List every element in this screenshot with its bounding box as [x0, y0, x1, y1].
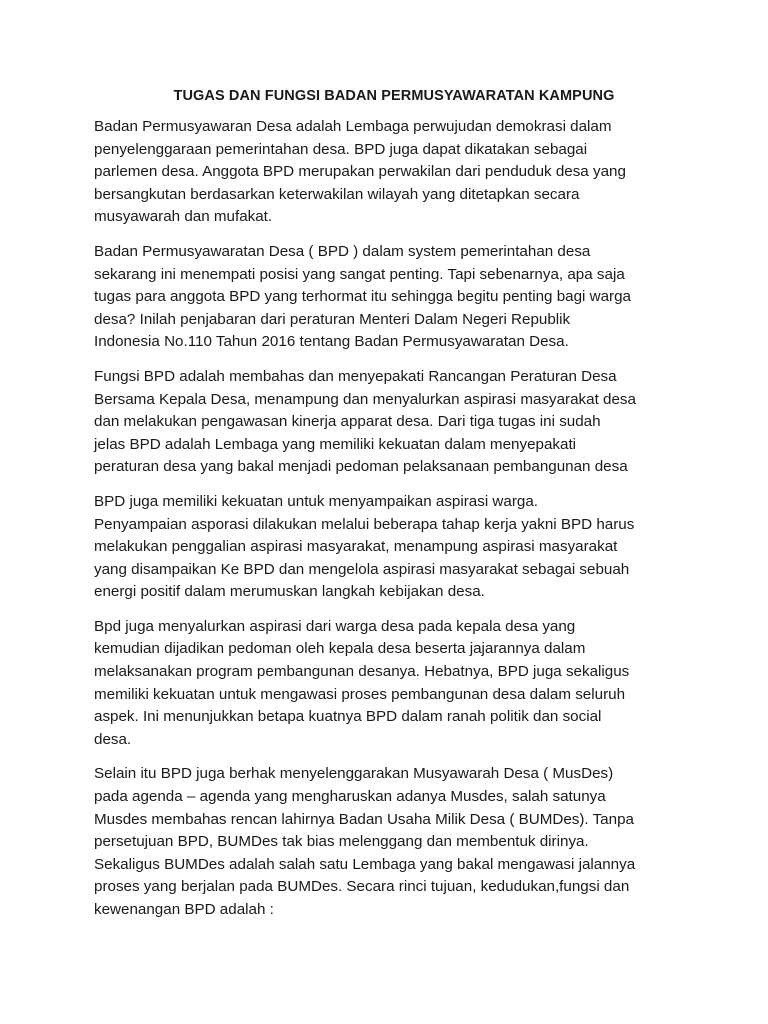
text-line: Selain itu BPD juga berhak menyelenggarakan Musyawarah Desa ( MusDes): [94, 765, 614, 783]
text-line: yang disampaikan Ke BPD dan mengelola aspirasi masyarakat sebagai sebuah: [94, 560, 630, 578]
text-line: peraturan desa yang bakal menjadi pedoman pelaksanaan pembangunan desa: [94, 458, 628, 476]
text-line: pada agenda – agenda yang mengharuskan adanya Musdes, salah satunya: [94, 788, 606, 806]
text-line: musyawarah dan mufakat.: [94, 208, 273, 226]
paragraph-2: [94, 241, 694, 354]
text-line: persetujuan BPD, BUMDes tak bias melenggang dan membentuk dirinya.: [94, 833, 589, 851]
document-page: [94, 88, 694, 934]
text-line: Badan Permusyawaran Desa adalah Lembaga perwujudan demokrasi dalam: [94, 118, 612, 135]
text-line: BPD juga memiliki kekuatan untuk menyampaikan aspirasi warga.: [94, 492, 539, 510]
text-line: memiliki kekuatan untuk mengawasi proses pembangunan desa dalam seluruh: [94, 685, 626, 703]
text-line: Badan Permusyawaratan Desa ( BPD ) dalam system pemerintahan desa: [94, 242, 591, 260]
paragraph-5: [94, 616, 694, 752]
text-line: melaksanakan program pembangunan desanya. Hebatnya, BPD juga sekaligus: [94, 663, 630, 681]
paragraph-6: [94, 763, 694, 921]
text-line: melakukan penggalian aspirasi masyarakat, menampung aspirasi masyarakat: [94, 538, 618, 556]
text-line: aspek. Ini menunjukkan betapa kuatnya BPD dalam ranah politik dan social: [94, 708, 602, 726]
text-line: Fungsi BPD adalah membahas dan menyepakati Rancangan Peraturan Desa: [94, 367, 617, 385]
text-line: kemudian dijadikan pedoman oleh kepala desa beserta jajarannya dalam: [94, 640, 586, 658]
text-line: kewenangan BPD adalah :: [94, 901, 274, 918]
paragraph-1: [94, 116, 694, 229]
paragraph-3: [94, 366, 694, 479]
text-line: energi positif dalam merumuskan langkah kebijakan desa.: [94, 583, 485, 601]
paragraph-4: [94, 491, 694, 604]
text-line: tugas para anggota BPD yang terhormat itu sehingga begitu penting bagi warga: [94, 288, 631, 306]
text-line: proses yang berjalan pada BUMDes. Secara rinci tujuan, kedudukan,fungsi dan: [94, 878, 630, 896]
text-line: penyelenggaraan pemerintahan desa. BPD juga dapat dikatakan sebagai: [94, 140, 588, 158]
text-line: sekarang ini menempati posisi yang sangat penting. Tapi sebenarnya, apa saja: [94, 265, 625, 283]
document-title: TUGAS DAN FUNGSI BADAN PERMUSYAWARATAN KAMPUNG: [173, 88, 615, 104]
text-line: bersangkutan berdasarkan keterwakilan wilayah yang ditetapkan secara: [94, 185, 580, 203]
text-line: Indonesia No.110 Tahun 2016 tentang Badan Permusyawaratan Desa.: [94, 333, 569, 351]
text-line: desa? Inilah penjabaran dari peraturan Menteri Dalam Negeri Republik: [94, 310, 571, 328]
text-line: jelas BPD adalah Lembaga yang memiliki kekuatan dalam menyepakati: [94, 435, 577, 453]
text-line: parlemen desa. Anggota BPD merupakan perwakilan dari penduduk desa yang: [94, 163, 626, 181]
text-line: desa.: [94, 730, 132, 748]
text-line: Sekaligus BUMDes adalah salah satu Lembaga yang bakal mengawasi jalannya: [94, 855, 636, 873]
text-line: dan melakukan pengawasan kinerja apparat desa. Dari tiga tugas ini sudah: [94, 413, 601, 431]
text-line: Penyampaian asporasi dilakukan melalui beberapa tahap kerja yakni BPD harus: [94, 515, 635, 533]
text-line: Bpd juga menyalurkan aspirasi dari warga desa pada kepala desa yang: [94, 617, 576, 635]
text-line: Musdes membahas rencan lahirnya Badan Usaha Milik Desa ( BUMDes). Tanpa: [94, 810, 634, 828]
text-line: Bersama Kepala Desa, menampung dan menyalurkan aspirasi masyarakat desa: [94, 390, 636, 408]
